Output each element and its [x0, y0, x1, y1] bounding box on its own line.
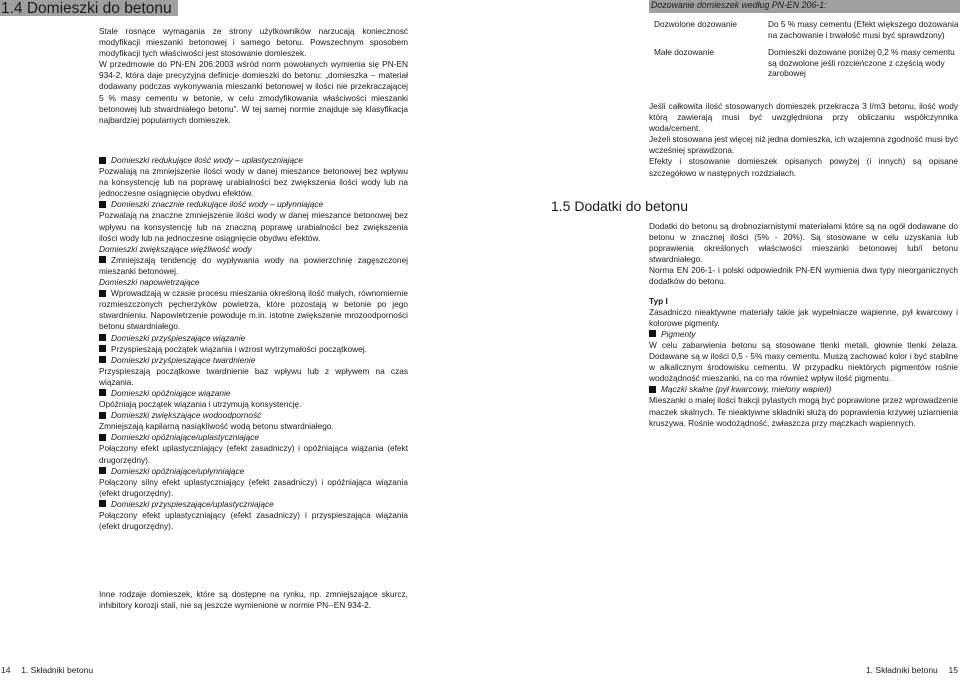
page-number: 14 [1, 665, 11, 675]
dosage-table [654, 19, 960, 79]
list-item [99, 199, 408, 210]
bullet-square-icon [99, 389, 106, 396]
item-body: Zmniejszają tendencję do wypływania wody na powierzchnię zagęszczonej mieszanki betonowej. [99, 254, 408, 276]
item-title: Mączki skalne (pył kwarcowy, mielony wapień) [661, 384, 832, 395]
item-body: Pozwalają na zmniejszenie ilości wody w danej mieszance betonowej bez wpływu na konsystencję lub na poprawę urabialności bez zwiększenia ilości wody lub na jednoczesne osiągnięcie obydwu efektów. [99, 166, 408, 199]
bullet-square-icon [649, 386, 656, 393]
list-item [649, 384, 958, 395]
item-title: Pigmenty [661, 328, 696, 339]
list-item [99, 333, 408, 344]
paragraph: Dodatki do betonu są drobnoziarnistymi materiałami które są na ogół dodawane do betonu w znacznej ilości (5% - 20%). Są stosowane w celu uzyskania lub poprawienia określonych właściwości mieszanki betonowej lub/i betonu stwardniałego. [649, 221, 958, 265]
table-cell-label: Małe dozowanie [654, 47, 714, 58]
item-body: Połączony silny efekt uplastyczniający (efekt zasadniczy) i opóźniająca wiązania (efekt drugorzędny). [99, 476, 408, 498]
after-table-text [649, 101, 958, 179]
item-title: Domieszki napowietrzające [99, 277, 200, 288]
item-body: Zmniejszają kapilarną nasiąkliwość wodą betonu stwardniałego. [99, 421, 334, 432]
bullet-square-icon [99, 434, 106, 441]
paragraph: Jeśli całkowita ilość stosowanych domieszek przekracza 3 l/m3 betonu, ilość wody którą zawierają musi być uwzględniona przy obliczaniu współczynnika woda/cement. [649, 101, 958, 134]
list-item [99, 355, 408, 366]
item-title: Domieszki opóźniające wiązanie [111, 387, 231, 398]
intro-paragraph-1: Stale rosnące wymagania ze strony użytkowników narzucają koniecznosć modyfikacji mieszanki betonowej i samego betonu. Powszechnym sposobem modyfikacji tych właściwości jest stosowanie domieszek. [99, 26, 408, 59]
footer-label: 1. Składniki betonu [865, 665, 938, 675]
list-item [99, 288, 408, 332]
item-body: Mieszanki o małej ilości frakcji pylastych mogą być poprawione przez wprowadzenie maczek skalnych. Te nieaktywne składniki służą do poprawienia krzywej uziarnienia kruszywa. Rośnie wodożądność, zwłaszcza przy mączkach wapiennych. [649, 395, 958, 428]
item-title: Domieszki przyśpieszające wiązanie [111, 332, 246, 343]
left-intro [99, 26, 408, 126]
admixture-list [99, 155, 408, 532]
paragraph: Efekty i stosowanie domieszek opisanych powyżej (i innych) są opisane szczegółowo w następnych rozdziałach. [649, 156, 958, 178]
item-title: Domieszki przyspieszające/uplastyczniające [111, 498, 274, 509]
list-item [99, 499, 408, 510]
paragraph: Zasadniczo nieaktywne materiały takie jak wypełniacze wapienne, pył kwarcowy i kolorowe pigmenty. [649, 306, 958, 328]
item-title: Domieszki przyśpieszające twardnienie [111, 354, 256, 365]
item-title: Domieszki opóźniające/uplastyczniające [111, 432, 260, 443]
bullet-square-icon [99, 467, 106, 474]
item-body: Wprowadzają w czasie procesu mieszania określoną ilość małych, równomiernie rozmieszczonych pęcherzyków powietrza, które pozostają w betonie po jego stwardnieniu. Napowietrzenie powoduje m.in. istotne zwiększenie mrozoodporności betonu stwardniałego. [99, 288, 408, 332]
item-title: Domieszki znacznie redukujące ilość wody – upłynniające [111, 199, 324, 210]
item-body: Połączony efekt uplastyczniający (efekt zasadniczy) i opóźniająca wiązania (efekt drugorzędny). [99, 443, 408, 465]
bullet-square-icon [649, 330, 656, 337]
list-item [99, 432, 408, 443]
section-heading-1-5: 1.5 Dodatki do betonu [551, 198, 688, 214]
bullet-square-icon [99, 345, 106, 352]
table-cell-label: Dozwolone dozowanie [654, 19, 738, 29]
item-title: Domieszki zwiększające więźliwość wody [99, 243, 252, 254]
section-heading-1-4: 1.4 Domieszki do betonu [1, 0, 172, 17]
bullet-square-icon [99, 334, 106, 341]
paragraph: Norma EN 206-1- i polski odpowiednik PN-EN wymienia dwa typy nieorganicznych dodatków do betonu. [649, 265, 958, 287]
item-title: Domieszki zwiększające wodoodporność [111, 410, 262, 421]
right-footer [866, 665, 958, 675]
bullet-square-icon [99, 356, 106, 363]
item-body: W celu zabarwienia betonu są stosowane tlenki metali, głownie tlenki żelaza. Dodawane są w ilości 0,5 - 5% masy cementu. Muszą zachować kolor i być stabilne w alkalicznym środowisku cementu. W przypadku niektórych pigmentów rośnie wodożądność mieszanki, na co ma również wpływ ilość pigmentu. [649, 339, 958, 384]
list-item [99, 388, 408, 399]
list-item [99, 255, 408, 277]
bullet-square-icon [99, 201, 106, 208]
bullet-square-icon [99, 256, 106, 263]
item-body: Przyspieszają początkowe twardnienie baz wpływu lub z wpływem na czas wiązania. [99, 365, 408, 387]
list-item [99, 410, 408, 421]
paragraph: Jeżeli stosowana jest więcej niż jedna domieszka, ich wzajemna zgodność musi być wcześniej sprawdzona. [649, 134, 958, 156]
left-outro: Inne rodzaje domieszek, które są dostępne na rynku, np. zmniejszające skurcz, inhibitory korozji stali, nie są jeszcze wymienione w normie PN--EN 934-2. [99, 589, 408, 611]
bullet-square-icon [99, 157, 106, 164]
table-caption: Dozowanie domieszek według PN-EN 206-1: [651, 0, 827, 10]
table-row [654, 19, 960, 40]
item-body: Przyspieszają początek wiązania i wzrost wytrzymałości początkowej. [111, 343, 367, 354]
list-item [99, 466, 408, 477]
bullet-square-icon [99, 500, 106, 507]
bullet-square-icon [99, 412, 106, 419]
table-cell-value: Domieszki dozowane poniżej 0,2 % masy cementu są dozwolone jeśli rozcieńczone z częścią wody zarobowej [768, 47, 955, 79]
item-title: Domieszki redukujące ilość wody – uplastyczniające [111, 155, 303, 165]
page-number: 15 [948, 665, 958, 675]
list-item [649, 329, 958, 340]
item-body: Pozwalają na znaczne zmniejszenie ilości wody w danej mieszance betonowej bez wpływu na konsystencję lub na znaczną poprawę urabialności bez zwiększenia ilości wody lub na jednoczesne osiągnięcie obydwu efektów. [99, 210, 408, 243]
item-body: Połączony efekt uplastyczniający (efekt zasadniczy) i przyspieszająca wiązania (efekt drugorzędny). [99, 510, 408, 532]
list-item [99, 155, 408, 166]
bullet-square-icon [99, 290, 106, 297]
dodatki-text [649, 221, 958, 429]
intro-paragraph-2: W przedmowie do PN-EN 206:2003 wśród norm powołanych wymienia się PN-EN 934-2, która daje precyzyjna definicje domieszki do betonu: „domieszka – materiał dodawany podczas wykonywania mieszanki betonowej w ilości nie przekraczającej 5 % masy cementu w betonie, w celu zmodyfikowania właściwości mieszanki betonowej lub stwardniałego betonu”. W tej samej normie znajduje się klasyfikacja najbardziej popularnych domieszek. [99, 59, 408, 125]
item-title: Domieszki opóźniające/upłynniające [111, 465, 245, 476]
typ-label: Typ I [649, 295, 668, 306]
table-cell-value: Do 5 % masy cementu (Efekt większego dozowania na zachowanie i trwałość musi być sprawdzony) [768, 19, 959, 40]
table-row [654, 47, 960, 79]
left-footer [1, 665, 93, 675]
item-body: Opóźniają początek wiązania i utrzymują konsystencję. [99, 399, 302, 410]
list-item [99, 344, 408, 355]
footer-label: 1. Składniki betonu [21, 665, 94, 675]
